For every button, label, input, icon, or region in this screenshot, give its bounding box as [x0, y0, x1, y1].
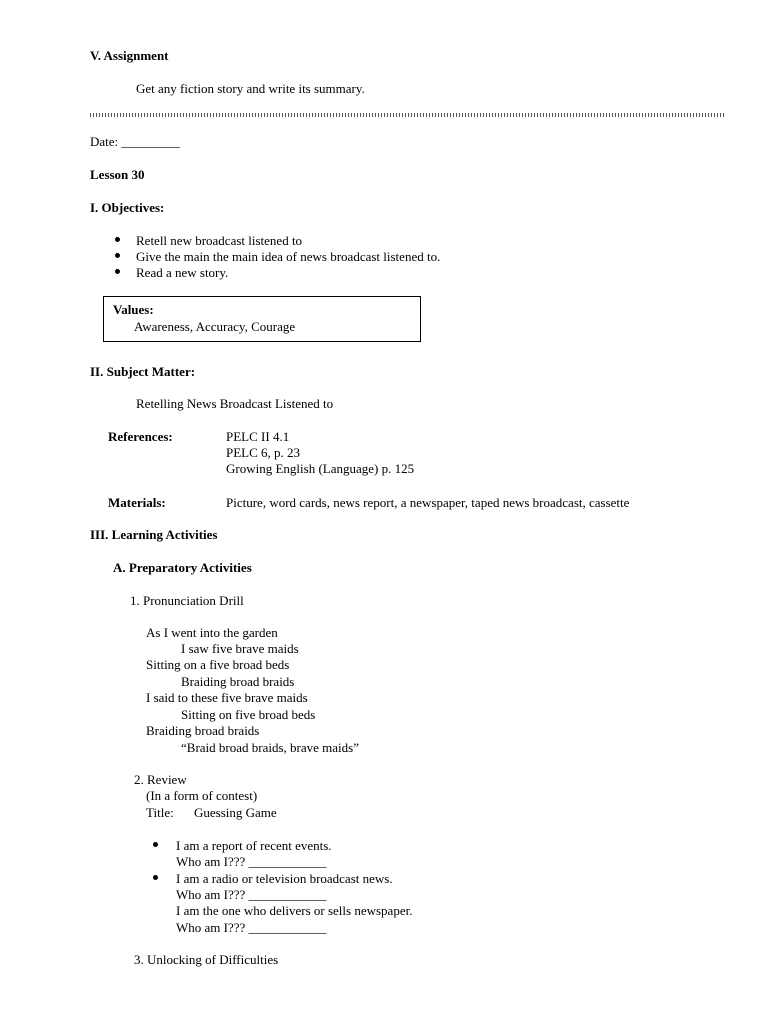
- subject-matter-heading: II. Subject Matter:: [90, 364, 196, 379]
- bullet-icon: [115, 253, 120, 258]
- bullet-icon: [153, 842, 158, 847]
- review-item-answer: Who am I??? ____________: [176, 887, 327, 902]
- review-item-clue: I am a report of recent events.: [176, 838, 332, 853]
- section-divider: [90, 113, 724, 117]
- review-title: 2. Review: [134, 772, 187, 787]
- poem-line: I said to these five brave maids: [146, 690, 308, 705]
- learning-activities-heading: III. Learning Activities: [90, 527, 218, 542]
- references-label: References:: [108, 429, 173, 444]
- preparatory-activities-heading: A. Preparatory Activities: [113, 560, 252, 575]
- review-note: (In a form of contest): [146, 788, 258, 803]
- subject-topic: Retelling News Broadcast Listened to: [136, 396, 334, 411]
- poem-line: Sitting on five broad beds: [181, 707, 316, 722]
- bullet-icon: [153, 875, 158, 880]
- values-text: Awareness, Accuracy, Courage: [134, 319, 296, 334]
- review-item-answer: Who am I??? ____________: [176, 920, 327, 935]
- poem-line: As I went into the garden: [146, 625, 278, 640]
- assignment-text: Get any fiction story and write its summary.: [136, 81, 365, 96]
- reference-item: PELC 6, p. 23: [226, 445, 301, 460]
- bullet-icon: [115, 237, 120, 242]
- poem-line: Braiding broad braids: [146, 723, 260, 738]
- pronunciation-drill-title: 1. Pronunciation Drill: [130, 593, 244, 608]
- objective-item: Read a new story.: [136, 265, 229, 280]
- unlocking-difficulties-title: 3. Unlocking of Difficulties: [134, 952, 279, 967]
- bullet-icon: [115, 269, 120, 274]
- assignment-heading: V. Assignment: [90, 48, 169, 63]
- poem-line: Sitting on a five broad beds: [146, 657, 290, 672]
- values-label: Values:: [113, 302, 154, 317]
- poem-line: Braiding broad braids: [181, 674, 295, 689]
- poem-line: I saw five brave maids: [181, 641, 299, 656]
- objective-item: Give the main the main idea of news broadcast listened to.: [136, 249, 441, 264]
- objective-item: Retell new broadcast listened to: [136, 233, 303, 248]
- lesson-title: Lesson 30: [90, 167, 145, 182]
- materials-label: Materials:: [108, 495, 166, 510]
- date-line: Date: _________: [90, 134, 180, 149]
- review-item-clue: I am a radio or television broadcast news.: [176, 871, 393, 886]
- review-game-title: Guessing Game: [194, 805, 277, 820]
- reference-item: PELC II 4.1: [226, 429, 290, 444]
- review-item-answer: Who am I??? ____________: [176, 854, 327, 869]
- review-game-label: Title:: [146, 805, 174, 820]
- review-item-clue: I am the one who delivers or sells newspaper.: [176, 903, 413, 918]
- reference-item: Growing English (Language) p. 125: [226, 461, 415, 476]
- objectives-heading: I. Objectives:: [90, 200, 165, 215]
- materials-text: Picture, word cards, news report, a newspaper, taped news broadcast, cassette: [226, 495, 630, 510]
- poem-line: “Braid broad braids, brave maids”: [181, 740, 359, 755]
